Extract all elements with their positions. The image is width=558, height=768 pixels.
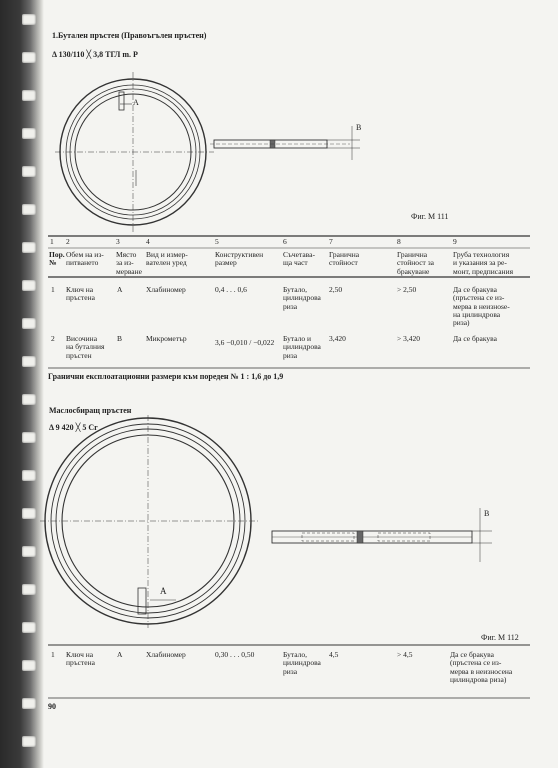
- ring-drawing-1: [55, 72, 214, 232]
- header-cell: Съчетава- ща част: [283, 250, 315, 268]
- table-cell: 0,30 . . . 0,50: [215, 650, 255, 659]
- ring-section-1: [210, 123, 362, 160]
- section1-figure-caption: Фиг. М 111: [411, 212, 449, 221]
- col-number: 2: [66, 237, 70, 246]
- table-cell: Височина на буталния пръстен: [66, 334, 105, 360]
- table-cell: 1: [51, 650, 55, 659]
- header-cell: Конструктивен размер: [215, 250, 264, 268]
- table-cell: Да се бракува (пръстена се из- мерва в неизносена цилиндрова риза): [450, 650, 513, 684]
- table-cell: A: [117, 285, 123, 294]
- header-cell: Място за из- мерване: [116, 250, 142, 276]
- col-number: 5: [215, 237, 219, 246]
- section2-label-a: A: [160, 586, 167, 596]
- table-cell: 2,50: [329, 285, 343, 294]
- header-cell: Гранична стойност: [329, 250, 360, 268]
- table-cell: Микрометър: [146, 334, 187, 343]
- table-cell: > 2,50: [397, 285, 417, 294]
- section1-spec: Δ 130/110 ╳ 3,8 ТГЛ m. P: [52, 50, 138, 59]
- table-cell: > 3,420: [397, 334, 420, 343]
- limit-note: Гранични експлоатационни размери към пореден № 1 : 1,6 до 1,9: [48, 372, 284, 381]
- section2-heading: Маслосбиращ пръстен: [49, 406, 132, 415]
- table-cell: 3,6 −0,010 / −0,022: [215, 338, 275, 347]
- table-cell: Бутало, цилиндрова риза: [283, 650, 321, 676]
- header-cell: Пор. №: [49, 250, 65, 268]
- table-cell: B: [117, 334, 123, 343]
- col-number: 6: [283, 237, 287, 246]
- table-cell: Ключ на пръстена: [66, 285, 95, 303]
- table-cell: Ключ на пръстена: [66, 650, 95, 668]
- header-cell: Гранична стойност за бракуване: [397, 250, 434, 276]
- ring-drawing-2: [40, 415, 258, 628]
- col-number: 1: [50, 237, 54, 246]
- section1-label-b: B: [356, 123, 362, 132]
- header-cell: Груба технология и указания за ре- монт, предписания: [453, 250, 514, 276]
- table-cell: A: [117, 650, 123, 659]
- table-cell: Да се бракува (пръстена се из- мерва в неизнosе- на цилиндрова риза): [453, 285, 510, 327]
- table-cell: Хлабиномер: [146, 650, 186, 659]
- section1-heading: 1.Бутален пръстен (Правоъгълен пръстен): [52, 31, 207, 40]
- ring-section-2: [272, 508, 492, 562]
- section2-spec: Δ 9 420 ╳ 5 Cr: [49, 423, 98, 432]
- table-cell: Бутало и цилиндрова риза: [283, 334, 321, 360]
- table-cell: Бутало, цилиндрова риза: [283, 285, 321, 311]
- table-cell: > 4,5: [397, 650, 413, 659]
- section1-label-a: А: [133, 98, 139, 107]
- table-cell: 1: [51, 285, 55, 294]
- section2-label-b: B: [484, 509, 490, 518]
- col-number: 9: [453, 237, 457, 246]
- table-cell: Хлабиномер: [146, 285, 186, 294]
- section2-figure-caption: Фиг. М 112: [481, 633, 519, 642]
- col-number: 7: [329, 237, 333, 246]
- page-number: 90: [48, 702, 56, 711]
- col-number: 4: [146, 237, 150, 246]
- table-cell: 3,420: [329, 334, 346, 343]
- table-cell: 2: [51, 334, 55, 343]
- header-cell: Обем на из- питването: [66, 250, 104, 268]
- col-number: 8: [397, 237, 401, 246]
- col-number: 3: [116, 237, 120, 246]
- header-cell: Вид и измер- вателен уред: [146, 250, 188, 268]
- table-cell: Да се бракува: [453, 334, 497, 343]
- table-cell: 4,5: [329, 650, 339, 659]
- table-cell: 0,4 . . . 0,6: [215, 285, 247, 294]
